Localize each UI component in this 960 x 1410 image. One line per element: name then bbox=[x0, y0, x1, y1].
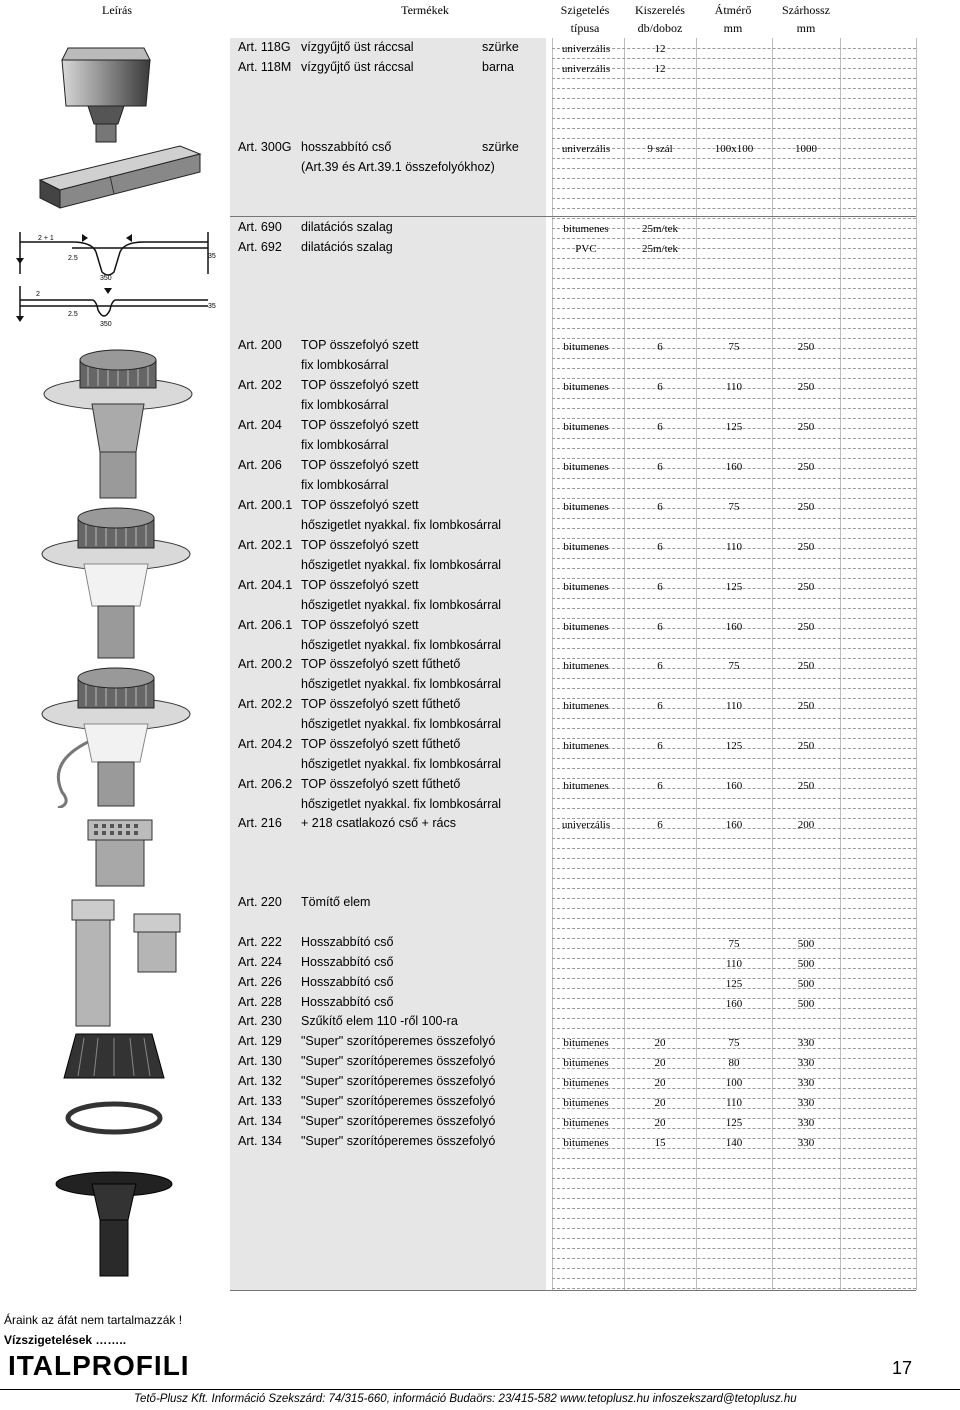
rain-hopper-image bbox=[58, 40, 158, 145]
dotted-rule bbox=[552, 868, 916, 869]
dim-label-21: 2 + 1 bbox=[38, 235, 54, 242]
insulation-type: bitumenes bbox=[563, 1117, 609, 1129]
diameter-mm: 75 bbox=[728, 341, 740, 353]
diameter-mm: 125 bbox=[725, 740, 743, 752]
vat-note: Áraink az áfát nem tartalmazzák ! bbox=[4, 1313, 183, 1327]
square-pipe-image bbox=[30, 140, 210, 212]
article-number: Art. 204.1 bbox=[238, 578, 293, 592]
product-description: "Super" szorítóperemes összefolyó bbox=[301, 1054, 496, 1068]
package-quantity: 6 bbox=[657, 541, 663, 553]
header-kiszereles-2: db/doboz bbox=[637, 21, 683, 35]
insulation-type: bitumenes bbox=[563, 341, 609, 353]
product-description: TOP összefolyó szett bbox=[301, 538, 419, 552]
product-description: (Art.39 és Art.39.1 összefolyókhoz) bbox=[301, 160, 495, 174]
stem-length-mm: 330 bbox=[797, 1037, 815, 1049]
stem-length-mm: 250 bbox=[797, 581, 815, 593]
header-kiszereles: Kiszerelés bbox=[635, 3, 685, 17]
insulation-type: bitumenes bbox=[563, 780, 609, 792]
insulation-type: bitumenes bbox=[563, 223, 609, 235]
diameter-mm: 160 bbox=[725, 780, 743, 792]
diameter-mm: 75 bbox=[728, 501, 740, 513]
header-szarhossz: Szárhossz bbox=[782, 3, 830, 17]
stem-length-mm: 250 bbox=[797, 341, 815, 353]
article-number: Art. 200 bbox=[238, 338, 282, 352]
product-description: "Super" szorítóperemes összefolyó bbox=[301, 1074, 496, 1088]
insulation-type: univerzális bbox=[561, 143, 611, 155]
product-description: TOP összefolyó szett fűthető bbox=[301, 657, 461, 671]
article-number: Art. 220 bbox=[238, 895, 282, 909]
package-quantity: 20 bbox=[654, 1077, 666, 1089]
heated-drain-image bbox=[28, 662, 198, 808]
dotted-rule bbox=[552, 328, 916, 329]
package-quantity: 6 bbox=[657, 461, 663, 473]
article-number: Art. 118M bbox=[238, 60, 292, 74]
stem-length-mm: 500 bbox=[797, 978, 815, 990]
footer-rule bbox=[0, 1389, 960, 1390]
article-number: Art. 133 bbox=[238, 1094, 282, 1108]
header-szigeteles: Szigetelés bbox=[560, 3, 610, 17]
diameter-mm: 125 bbox=[725, 1117, 743, 1129]
insulation-type: bitumenes bbox=[563, 740, 609, 752]
article-number: Art. 118G bbox=[238, 40, 291, 54]
product-description: "Super" szorítóperemes összefolyó bbox=[301, 1114, 496, 1128]
article-number: Art. 134 bbox=[238, 1114, 282, 1128]
product-description: TOP összefolyó szett bbox=[301, 338, 419, 352]
product-description: Hosszabbító cső bbox=[301, 975, 394, 989]
article-number: Art. 134 bbox=[238, 1134, 282, 1148]
article-number: Art. 206.1 bbox=[238, 618, 293, 632]
article-number: Art. 202.2 bbox=[238, 697, 293, 711]
product-description: TOP összefolyó szett fűthető bbox=[301, 777, 461, 791]
package-quantity: 6 bbox=[657, 501, 663, 513]
super-drain-image bbox=[52, 1024, 182, 1282]
package-quantity: 6 bbox=[657, 421, 663, 433]
dotted-rule bbox=[552, 1178, 916, 1179]
dotted-rule bbox=[552, 138, 916, 139]
dotted-rule bbox=[552, 1248, 916, 1249]
dilatation-tape-diagram bbox=[12, 222, 222, 328]
dotted-rule bbox=[552, 208, 916, 209]
diameter-mm: 125 bbox=[725, 978, 743, 990]
stem-length-mm: 250 bbox=[797, 621, 815, 633]
header-leiras: Leírás bbox=[102, 3, 132, 17]
diameter-mm: 125 bbox=[725, 581, 743, 593]
article-number: Art. 200.2 bbox=[238, 657, 293, 671]
product-description: Hosszabbító cső bbox=[301, 935, 394, 949]
stem-length-mm: 250 bbox=[797, 660, 815, 672]
package-quantity: 20 bbox=[654, 1117, 666, 1129]
header-termekek: Termékek bbox=[401, 3, 449, 17]
stem-length-mm: 200 bbox=[797, 819, 815, 831]
package-quantity: 25m/tek bbox=[641, 223, 679, 235]
package-quantity: 20 bbox=[654, 1097, 666, 1109]
stem-length-mm: 250 bbox=[797, 700, 815, 712]
product-description: TOP összefolyó szett bbox=[301, 578, 419, 592]
article-number: Art. 222 bbox=[238, 935, 282, 949]
package-quantity: 6 bbox=[657, 780, 663, 792]
dim-label-25: 2.5 bbox=[68, 255, 78, 262]
article-number: Art. 129 bbox=[238, 1034, 282, 1048]
dotted-rule bbox=[552, 1168, 916, 1169]
product-color: szürke bbox=[482, 40, 519, 54]
insulation-type: univerzális bbox=[561, 43, 611, 55]
dotted-rule bbox=[552, 1208, 916, 1209]
stem-length-mm: 250 bbox=[797, 501, 815, 513]
diameter-mm: 160 bbox=[725, 621, 743, 633]
article-number: Art. 224 bbox=[238, 955, 282, 969]
insulation-type: bitumenes bbox=[563, 660, 609, 672]
product-description: dilatációs szalag bbox=[301, 240, 393, 254]
product-description: hőszigetlet nyakkal. fix lombkosárral bbox=[301, 598, 502, 612]
insulation-type: bitumenes bbox=[563, 421, 609, 433]
article-number: Art. 216 bbox=[238, 816, 282, 830]
package-quantity: 6 bbox=[657, 740, 663, 752]
dotted-rule bbox=[552, 308, 916, 309]
package-quantity: 20 bbox=[654, 1057, 666, 1069]
diameter-mm: 160 bbox=[725, 998, 743, 1010]
product-description: fix lombkosárral bbox=[301, 398, 389, 412]
insulation-type: bitumenes bbox=[563, 461, 609, 473]
article-number: Art. 690 bbox=[238, 220, 282, 234]
page-number: 17 bbox=[892, 1358, 913, 1378]
diameter-mm: 80 bbox=[728, 1057, 740, 1069]
product-description: hőszigetlet nyakkal. fix lombkosárral bbox=[301, 797, 502, 811]
diameter-mm: 110 bbox=[725, 381, 743, 393]
product-description: TOP összefolyó szett fűthető bbox=[301, 737, 461, 751]
insulation-type: PVC bbox=[575, 243, 597, 255]
dotted-rule bbox=[552, 918, 916, 919]
dotted-rule bbox=[552, 838, 916, 839]
product-description: hőszigetlet nyakkal. fix lombkosárral bbox=[301, 757, 502, 771]
stem-length-mm: 250 bbox=[797, 541, 815, 553]
insulation-type: bitumenes bbox=[563, 1077, 609, 1089]
dotted-rule bbox=[552, 108, 916, 109]
top-drain-image-2 bbox=[36, 502, 196, 662]
insulation-type: bitumenes bbox=[563, 501, 609, 513]
dotted-rule bbox=[552, 858, 916, 859]
product-description: hőszigetlet nyakkal. fix lombkosárral bbox=[301, 677, 502, 691]
extension-pipe-image bbox=[58, 896, 208, 1031]
product-description: dilatációs szalag bbox=[301, 220, 393, 234]
insulation-type: bitumenes bbox=[563, 381, 609, 393]
dotted-rule bbox=[552, 268, 916, 269]
section-separator bbox=[230, 1290, 916, 1291]
stem-length-mm: 330 bbox=[797, 1137, 815, 1149]
dotted-rule bbox=[552, 1198, 916, 1199]
insulation-type: bitumenes bbox=[563, 1037, 609, 1049]
stem-length-mm: 250 bbox=[797, 381, 815, 393]
article-number: Art. 692 bbox=[238, 240, 282, 254]
dotted-rule bbox=[552, 1238, 916, 1239]
insulation-type: bitumenes bbox=[563, 541, 609, 553]
dim-label-35b: 35 bbox=[208, 303, 216, 310]
product-description: TOP összefolyó szett bbox=[301, 618, 419, 632]
insulation-type: bitumenes bbox=[563, 581, 609, 593]
dotted-rule bbox=[552, 1288, 916, 1289]
diameter-mm: 75 bbox=[728, 1037, 740, 1049]
diameter-mm: 140 bbox=[725, 1137, 743, 1149]
dotted-rule bbox=[552, 128, 916, 129]
diameter-mm: 160 bbox=[725, 461, 743, 473]
package-quantity: 6 bbox=[657, 819, 663, 831]
stem-length-mm: 500 bbox=[797, 998, 815, 1010]
product-description: TOP összefolyó szett bbox=[301, 458, 419, 472]
stem-length-mm: 1000 bbox=[795, 143, 817, 155]
product-description: fix lombkosárral bbox=[301, 358, 389, 372]
stem-length-mm: 330 bbox=[797, 1057, 815, 1069]
product-description: "Super" szorítóperemes összefolyó bbox=[301, 1034, 496, 1048]
stem-length-mm: 250 bbox=[797, 780, 815, 792]
article-number: Art. 202.1 bbox=[238, 538, 293, 552]
product-color: szürke bbox=[482, 140, 519, 154]
header-atmero: Átmérő bbox=[714, 3, 752, 17]
package-quantity: 12 bbox=[654, 63, 666, 75]
article-number: Art. 200.1 bbox=[238, 498, 293, 512]
product-description: vízgyűjtő üst ráccsal bbox=[301, 40, 414, 54]
product-color: barna bbox=[482, 60, 514, 74]
diameter-mm: 110 bbox=[725, 1097, 743, 1109]
package-quantity: 12 bbox=[654, 43, 666, 55]
dotted-rule bbox=[552, 888, 916, 889]
product-description: fix lombkosárral bbox=[301, 478, 389, 492]
product-description: hőszigetlet nyakkal. fix lombkosárral bbox=[301, 518, 502, 532]
dotted-rule bbox=[552, 1228, 916, 1229]
product-description: hőszigetlet nyakkal. fix lombkosárral bbox=[301, 558, 502, 572]
dotted-rule bbox=[552, 1278, 916, 1279]
stem-length-mm: 500 bbox=[797, 958, 815, 970]
dotted-rule bbox=[552, 1258, 916, 1259]
product-description: vízgyűjtő üst ráccsal bbox=[301, 60, 414, 74]
dotted-rule bbox=[552, 1268, 916, 1269]
product-description: TOP összefolyó szett fűthető bbox=[301, 697, 461, 711]
package-quantity: 6 bbox=[657, 341, 663, 353]
article-number: Art. 300G bbox=[238, 140, 292, 154]
diameter-mm: 100 bbox=[725, 1077, 743, 1089]
dim-label-25b: 2.5 bbox=[68, 311, 78, 318]
dim-label-350b: 350 bbox=[100, 321, 112, 328]
diameter-mm: 160 bbox=[725, 819, 743, 831]
dotted-rule bbox=[552, 98, 916, 99]
package-quantity: 6 bbox=[657, 621, 663, 633]
article-number: Art. 206.2 bbox=[238, 777, 293, 791]
diameter-mm: 100x100 bbox=[714, 143, 754, 155]
article-number: Art. 132 bbox=[238, 1074, 282, 1088]
article-number: Art. 130 bbox=[238, 1054, 282, 1068]
dotted-rule bbox=[552, 848, 916, 849]
package-quantity: 9 szál bbox=[647, 143, 673, 155]
diameter-mm: 110 bbox=[725, 541, 743, 553]
article-number: Art. 204 bbox=[238, 418, 282, 432]
diameter-mm: 110 bbox=[725, 700, 743, 712]
product-description: TOP összefolyó szett bbox=[301, 418, 419, 432]
package-quantity: 20 bbox=[654, 1037, 666, 1049]
dotted-rule bbox=[552, 188, 916, 189]
product-description: + 218 csatlakozó cső + rács bbox=[301, 816, 456, 830]
package-quantity: 6 bbox=[657, 581, 663, 593]
dotted-rule bbox=[552, 928, 916, 929]
product-description: fix lombkosárral bbox=[301, 438, 389, 452]
article-number: Art. 206 bbox=[238, 458, 282, 472]
diameter-mm: 110 bbox=[725, 958, 743, 970]
dotted-rule bbox=[552, 198, 916, 199]
dim-label-350: 350 bbox=[100, 275, 112, 282]
diameter-mm: 75 bbox=[728, 660, 740, 672]
dim-label-35: 35 bbox=[208, 253, 216, 260]
dotted-rule bbox=[552, 278, 916, 279]
brand-logo: ITALPROFILI bbox=[8, 1350, 190, 1381]
product-description: Tömítő elem bbox=[301, 895, 371, 909]
article-number: Art. 226 bbox=[238, 975, 282, 989]
product-description: Szűkítő elem 110 -ről 100-ra bbox=[301, 1014, 458, 1028]
diameter-mm: 75 bbox=[728, 938, 740, 950]
stem-length-mm: 500 bbox=[797, 938, 815, 950]
contact-info: Tető-Plusz Kft. Információ Szekszárd: 74/315-660, információ Budaörs: 23/415-582 www.tetoplusz.hu infoszekszard@tetoplusz.hu bbox=[134, 1393, 797, 1405]
dotted-rule bbox=[552, 298, 916, 299]
package-quantity: 6 bbox=[657, 660, 663, 672]
dotted-rule bbox=[552, 318, 916, 319]
product-description: hőszigetlet nyakkal. fix lombkosárral bbox=[301, 717, 502, 731]
stem-length-mm: 330 bbox=[797, 1117, 815, 1129]
dotted-rule bbox=[552, 88, 916, 89]
top-drain-image-1 bbox=[38, 342, 198, 502]
product-description: hosszabbító cső bbox=[301, 140, 392, 154]
dotted-rule bbox=[552, 878, 916, 879]
package-quantity: 15 bbox=[654, 1137, 666, 1149]
header-szarhossz-2: mm bbox=[796, 21, 816, 35]
insulation-type: bitumenes bbox=[563, 1137, 609, 1149]
insulation-type: univerzális bbox=[561, 819, 611, 831]
grate-pipe-image bbox=[84, 818, 156, 888]
header-szigeteles-2: típusa bbox=[570, 21, 600, 35]
product-description: TOP összefolyó szett bbox=[301, 378, 419, 392]
stem-length-mm: 250 bbox=[797, 421, 815, 433]
dim-label-2: 2 bbox=[36, 291, 40, 298]
package-quantity: 6 bbox=[657, 381, 663, 393]
product-description: hőszigetlet nyakkal. fix lombkosárral bbox=[301, 638, 502, 652]
stem-length-mm: 250 bbox=[797, 740, 815, 752]
diameter-mm: 125 bbox=[725, 421, 743, 433]
dotted-rule bbox=[552, 118, 916, 119]
package-quantity: 25m/tek bbox=[641, 243, 679, 255]
stem-length-mm: 330 bbox=[797, 1077, 815, 1089]
article-number: Art. 230 bbox=[238, 1014, 282, 1028]
dotted-rule bbox=[552, 218, 916, 219]
product-description: "Super" szorítóperemes összefolyó bbox=[301, 1094, 496, 1108]
insulation-type: bitumenes bbox=[563, 1097, 609, 1109]
dotted-rule bbox=[552, 1158, 916, 1159]
article-number: Art. 202 bbox=[238, 378, 282, 392]
insulation-type: bitumenes bbox=[563, 621, 609, 633]
article-number: Art. 228 bbox=[238, 995, 282, 1009]
package-quantity: 6 bbox=[657, 700, 663, 712]
dotted-rule bbox=[552, 288, 916, 289]
product-description: Hosszabbító cső bbox=[301, 955, 394, 969]
product-description: TOP összefolyó szett bbox=[301, 498, 419, 512]
product-description: Hosszabbító cső bbox=[301, 995, 394, 1009]
insulation-type: univerzális bbox=[561, 63, 611, 75]
product-description: "Super" szorítóperemes összefolyó bbox=[301, 1134, 496, 1148]
footer-category: Vízszigetelések …….. bbox=[4, 1333, 127, 1347]
dotted-rule bbox=[552, 1218, 916, 1219]
header-atmero-2: mm bbox=[723, 21, 743, 35]
dotted-rule bbox=[552, 1188, 916, 1189]
stem-length-mm: 250 bbox=[797, 461, 815, 473]
section-separator bbox=[230, 216, 916, 217]
article-number: Art. 204.2 bbox=[238, 737, 293, 751]
stem-length-mm: 330 bbox=[797, 1097, 815, 1109]
insulation-type: bitumenes bbox=[563, 1057, 609, 1069]
insulation-type: bitumenes bbox=[563, 700, 609, 712]
